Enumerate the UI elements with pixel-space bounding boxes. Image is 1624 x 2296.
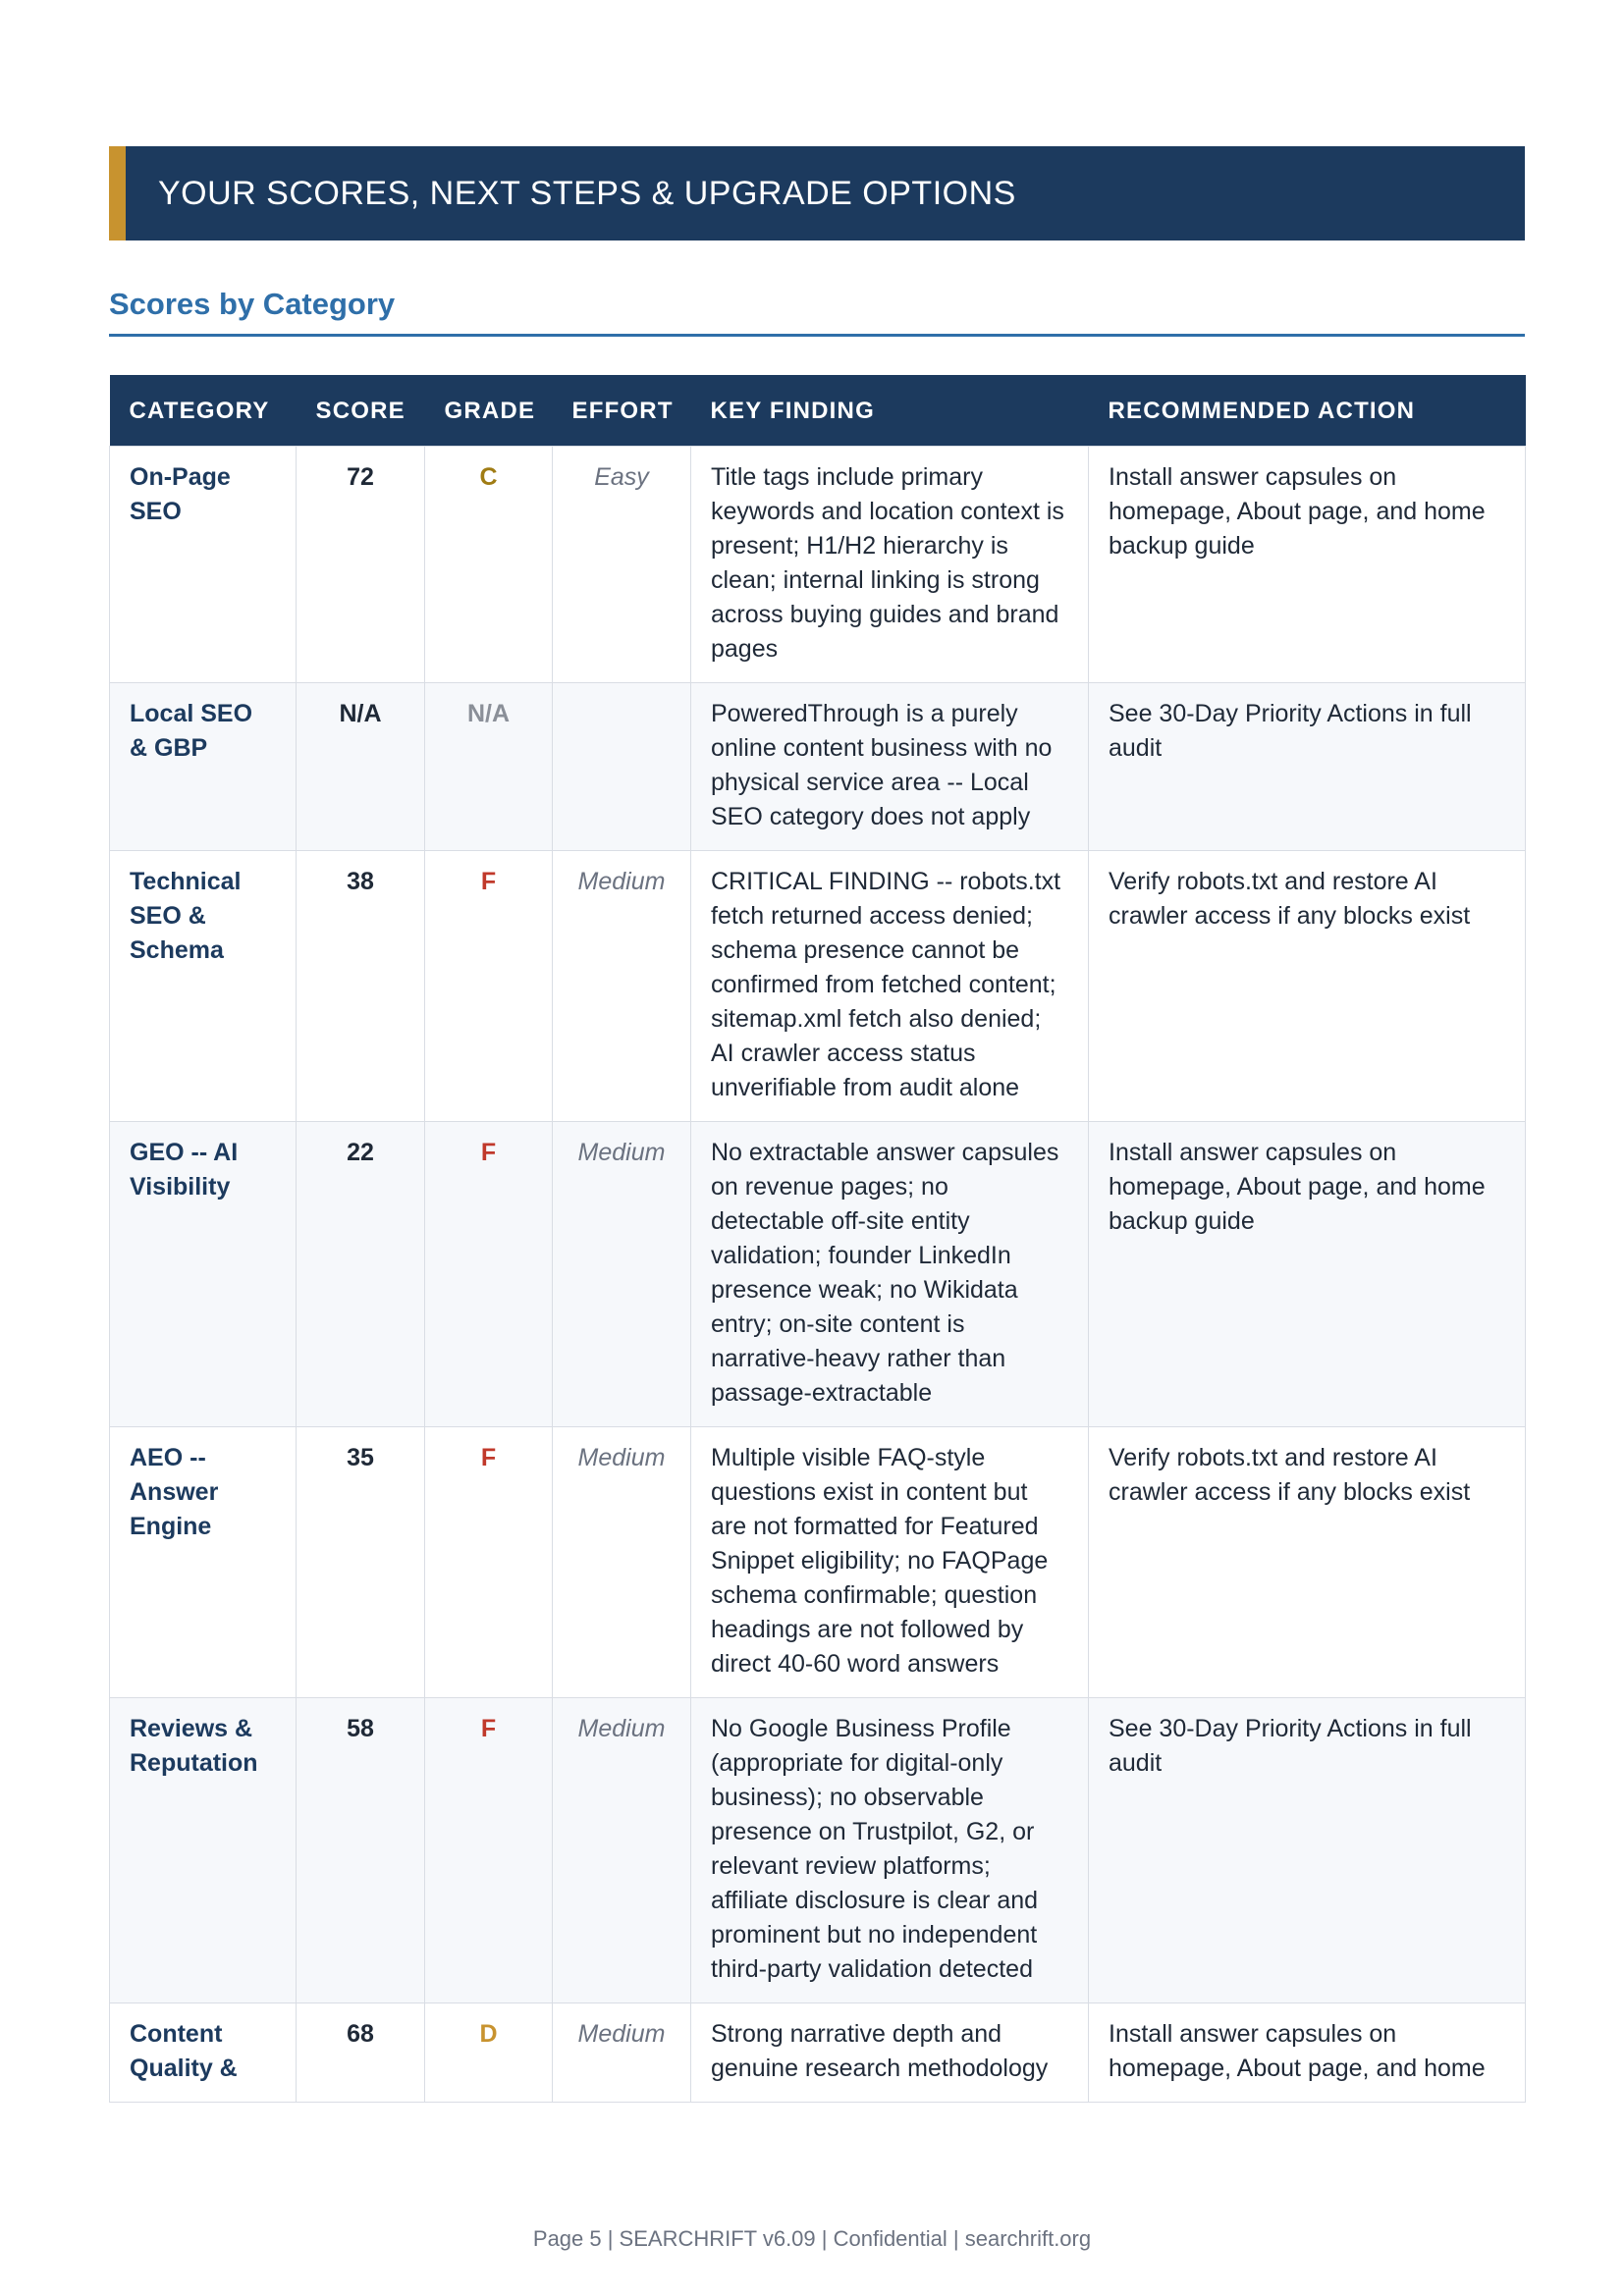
grade-cell: D	[425, 2003, 553, 2103]
table-row	[110, 851, 1526, 1122]
effort-cell: Medium	[553, 1122, 691, 1427]
category-cell: GEO -- AI Visibility	[110, 1122, 297, 1427]
recommended-action-cell: See 30-Day Priority Actions in full audit	[1089, 683, 1526, 851]
page-footer: Page 5 | SEARCHRIFT v6.09 | Confidential | searchrift.org	[532, 2226, 1092, 2251]
table-row	[110, 2003, 1526, 2103]
score-cell: 68	[297, 2003, 425, 2103]
column-header-grade: GRADE	[425, 375, 553, 447]
recommended-action-cell: Verify robots.txt and restore AI crawler access if any blocks exist	[1089, 1427, 1526, 1698]
effort-cell: Medium	[553, 1427, 691, 1698]
grade-cell: F	[425, 1427, 553, 1698]
category-cell: On-Page SEO	[110, 447, 297, 683]
table-row	[110, 1698, 1526, 2003]
key-finding-cell: Multiple visible FAQ-style questions exist in content but are not formatted for Featured Snippet eligibility; no FAQPage schema confirmable; question headings are not followed by direct 40-60 word answers	[691, 1427, 1089, 1698]
effort-cell: Medium	[553, 1698, 691, 2003]
score-cell: 58	[297, 1698, 425, 2003]
table-row	[110, 1427, 1526, 1698]
effort-cell: Medium	[553, 2003, 691, 2103]
key-finding-cell: No Google Business Profile (appropriate for digital-only business); no observable presence on Trustpilot, G2, or relevant review platforms; affiliate disclosure is clear and prominent but no independent third-party validation detected	[691, 1698, 1089, 2003]
report-page	[109, 146, 1525, 2103]
key-finding-cell: No extractable answer capsules on revenue pages; no detectable off-site entity validation; founder LinkedIn presence weak; no Wikidata entry; on-site content is narrative-heavy rather than passage-extractable	[691, 1122, 1089, 1427]
key-finding-cell: PoweredThrough is a purely online content business with no physical service area -- Local SEO category does not apply	[691, 683, 1089, 851]
column-header-score: SCORE	[297, 375, 425, 447]
column-header-key-finding: KEY FINDING	[691, 375, 1089, 447]
key-finding-cell: Title tags include primary keywords and location context is present; H1/H2 hierarchy is clean; internal linking is strong across buying guides and brand pages	[691, 447, 1089, 683]
score-cell: 22	[297, 1122, 425, 1427]
score-cell: 72	[297, 447, 425, 683]
scores-table	[109, 375, 1526, 2103]
key-finding-cell: Strong narrative depth and genuine research methodology	[691, 2003, 1089, 2103]
score-cell: 38	[297, 851, 425, 1122]
recommended-action-cell: See 30-Day Priority Actions in full audit	[1089, 1698, 1526, 2003]
category-cell: Content Quality &	[110, 2003, 297, 2103]
grade-cell: F	[425, 1122, 553, 1427]
score-cell: N/A	[297, 683, 425, 851]
section-banner	[109, 146, 1525, 240]
table-header-row	[110, 375, 1526, 447]
table-row	[110, 1122, 1526, 1427]
effort-cell: Medium	[553, 851, 691, 1122]
column-header-effort: EFFORT	[553, 375, 691, 447]
recommended-action-cell: Verify robots.txt and restore AI crawler access if any blocks exist	[1089, 851, 1526, 1122]
grade-cell: F	[425, 851, 553, 1122]
grade-cell: N/A	[425, 683, 553, 851]
column-header-recommended-action: RECOMMENDED ACTION	[1089, 375, 1526, 447]
score-cell: 35	[297, 1427, 425, 1698]
category-cell: AEO -- Answer Engine	[110, 1427, 297, 1698]
key-finding-cell: CRITICAL FINDING -- robots.txt fetch returned access denied; schema presence cannot be confirmed from fetched content; sitemap.xml fetch also denied; AI crawler access status unverifiable from audit alone	[691, 851, 1089, 1122]
column-header-category: CATEGORY	[110, 375, 297, 447]
grade-cell: C	[425, 447, 553, 683]
recommended-action-cell: Install answer capsules on homepage, About page, and home	[1089, 2003, 1526, 2103]
grade-cell: F	[425, 1698, 553, 2003]
category-cell: Local SEO & GBP	[110, 683, 297, 851]
table-row	[110, 447, 1526, 683]
section-subheading	[109, 287, 1525, 337]
category-cell: Technical SEO & Schema	[110, 851, 297, 1122]
effort-cell	[553, 683, 691, 851]
category-cell: Reviews & Reputation	[110, 1698, 297, 2003]
recommended-action-cell: Install answer capsules on homepage, About page, and home backup guide	[1089, 1122, 1526, 1427]
recommended-action-cell: Install answer capsules on homepage, About page, and home backup guide	[1089, 447, 1526, 683]
banner-accent-bar	[109, 146, 126, 240]
scores-by-category-heading: Scores by Category	[109, 287, 396, 321]
effort-cell: Easy	[553, 447, 691, 683]
table-row	[110, 683, 1526, 851]
banner-title: YOUR SCORES, NEXT STEPS & UPGRADE OPTIONS	[158, 174, 1016, 212]
